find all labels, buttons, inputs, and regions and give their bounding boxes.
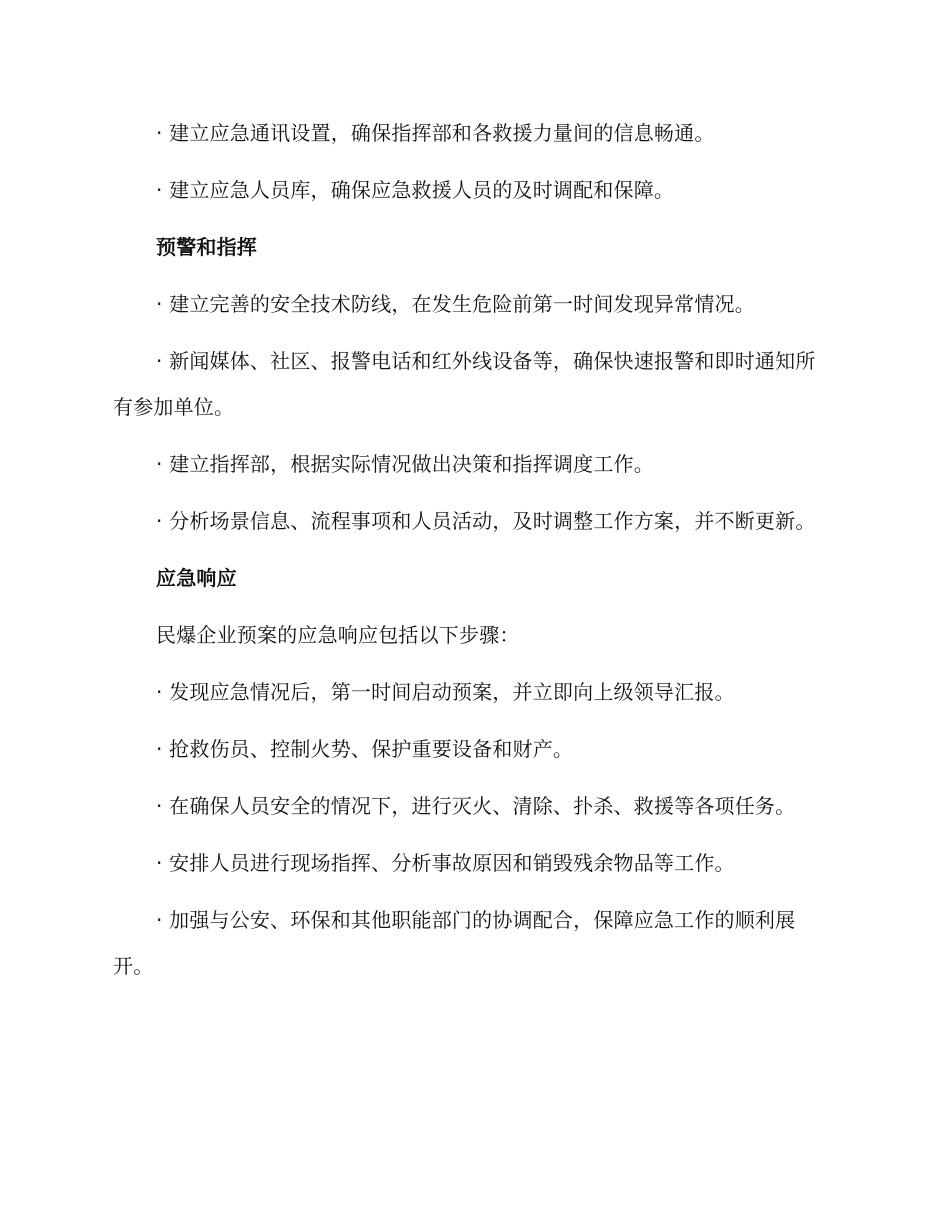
bullet-paragraph: · 建立完善的安全技术防线，在发生危险前第一时间发现异常情况。: [156, 292, 755, 316]
section-heading: 应急响应: [156, 566, 237, 590]
bullet-paragraph: · 抢救伤员、控制火势、保护重要设备和财产。: [156, 737, 574, 761]
bullet-paragraph: · 建立应急通讯设置，确保指挥部和各救援力量间的信息畅通。: [156, 121, 715, 145]
bullet-paragraph: · 加强与公安、环保和其他职能部门的协调配合，保障应急工作的顺利展开。: [113, 908, 796, 978]
bullet-paragraph: · 建立指挥部，根据实际情况做出决策和指挥调度工作。: [156, 452, 654, 476]
bullet-paragraph: · 分析场景信息、流程事项和人员活动，及时调整工作方案，并不断更新。: [156, 509, 816, 533]
bullet-paragraph: · 在确保人员安全的情况下，进行灭火、清除、扑杀、救援等各项任务。: [156, 794, 796, 818]
bullet-paragraph: · 建立应急人员库，确保应急救援人员的及时调配和保障。: [156, 178, 675, 202]
document-body: [113, 110, 825, 1000]
bullet-paragraph: · 发现应急情况后，第一时间启动预案，并立即向上级领导汇报。: [156, 680, 735, 704]
bullet-paragraph: · 新闻媒体、社区、报警电话和红外线设备等，确保快速报警和即时通知所有参加单位。: [113, 349, 816, 419]
section-heading: 预警和指挥: [156, 235, 257, 259]
bullet-paragraph: · 安排人员进行现场指挥、分析事故原因和销毁残余物品等工作。: [156, 851, 735, 875]
intro-paragraph: 民爆企业预案的应急响应包括以下步骤：: [156, 623, 520, 647]
